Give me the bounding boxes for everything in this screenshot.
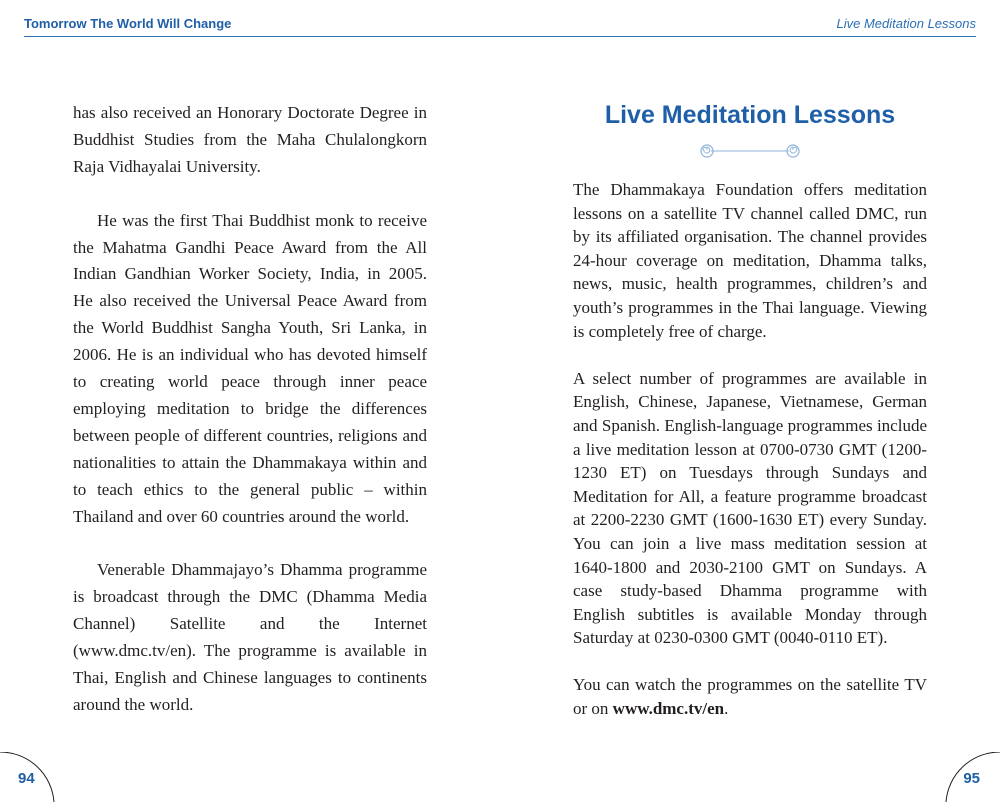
left-paragraph-1: has also received an Honorary Doctorate Degree in Buddhist Studies from the Maha Chulalongkorn Raja Vidhayalai University. — [73, 103, 427, 176]
section-title-header: Live Meditation Lessons — [836, 16, 976, 31]
right-paragraph-2: A select number of programmes are available in English, Chinese, Japanese, Vietnamese, German and Spanish. English-language programmes include a live meditation lesson at 0700-0730 GMT (1200-1230 ET) on Tuesdays through Sundays and Meditation for All, a feature programme broadcast at 2200-2230 GMT (1600-1630 ET) every Sunday. You can join a live mass meditation session at 1640-1800 and 2030-2100 GMT on Sundays. A case study-based Dhamma programme with English subtitles is available Monday through Saturday at 0230-0300 GMT (0040-0110 ET). — [573, 368, 927, 648]
right-paragraph-1: The Dhammakaya Foundation offers meditation lessons on a satellite TV channel called DMC, run by its affiliated organisation. The channel provides 24-hour coverage on meditation, Dhamma talks, news, music, health programmes, children’s and youth’s programmes in the Thai language. Viewing is completely free of charge. — [573, 180, 927, 341]
page-number-left: 94 — [18, 770, 35, 787]
left-paragraph-2: He was the first Thai Buddhist monk to receive the Mahatma Gandhi Peace Award from the All Indian Gandhian Worker Society, India, in 2005. He also received the Universal Peace Award from the World Buddhist Sangha Youth, Sri Lanka, in 2006. He is an individual who has devoted himself to creating world peace through inner peace employing meditation to bridge the differences between people of different countries, religions and nationalities to attain the Dhammakaya within and to teach ethics to the general public – within Thailand and over 60 countries around the world. — [73, 210, 427, 526]
left-paragraph-3: Venerable Dhammajayo’s Dhamma programme is broadcast through the DMC (Dhamma Media Channel) Satellite and the Internet (www.dmc.tv/en). The programme is available in Thai, English and Chinese languages to continents around the world. — [73, 560, 427, 714]
right-page-text — [573, 178, 927, 721]
chapter-heading: Live Meditation Lessons — [604, 101, 896, 129]
running-header — [24, 14, 976, 37]
right-paragraph-3 — [573, 673, 927, 720]
closing-period: . — [724, 699, 729, 719]
dmc-url-link[interactable]: www.dmc.tv/en — [612, 699, 725, 719]
page-number-right: 95 — [963, 770, 980, 787]
ornament-divider-icon — [697, 141, 803, 161]
left-page-text — [73, 100, 427, 719]
book-title: Tomorrow The World Will Change — [24, 16, 232, 31]
closing-text: You can watch the programmes on the satellite TV or on — [573, 675, 927, 719]
